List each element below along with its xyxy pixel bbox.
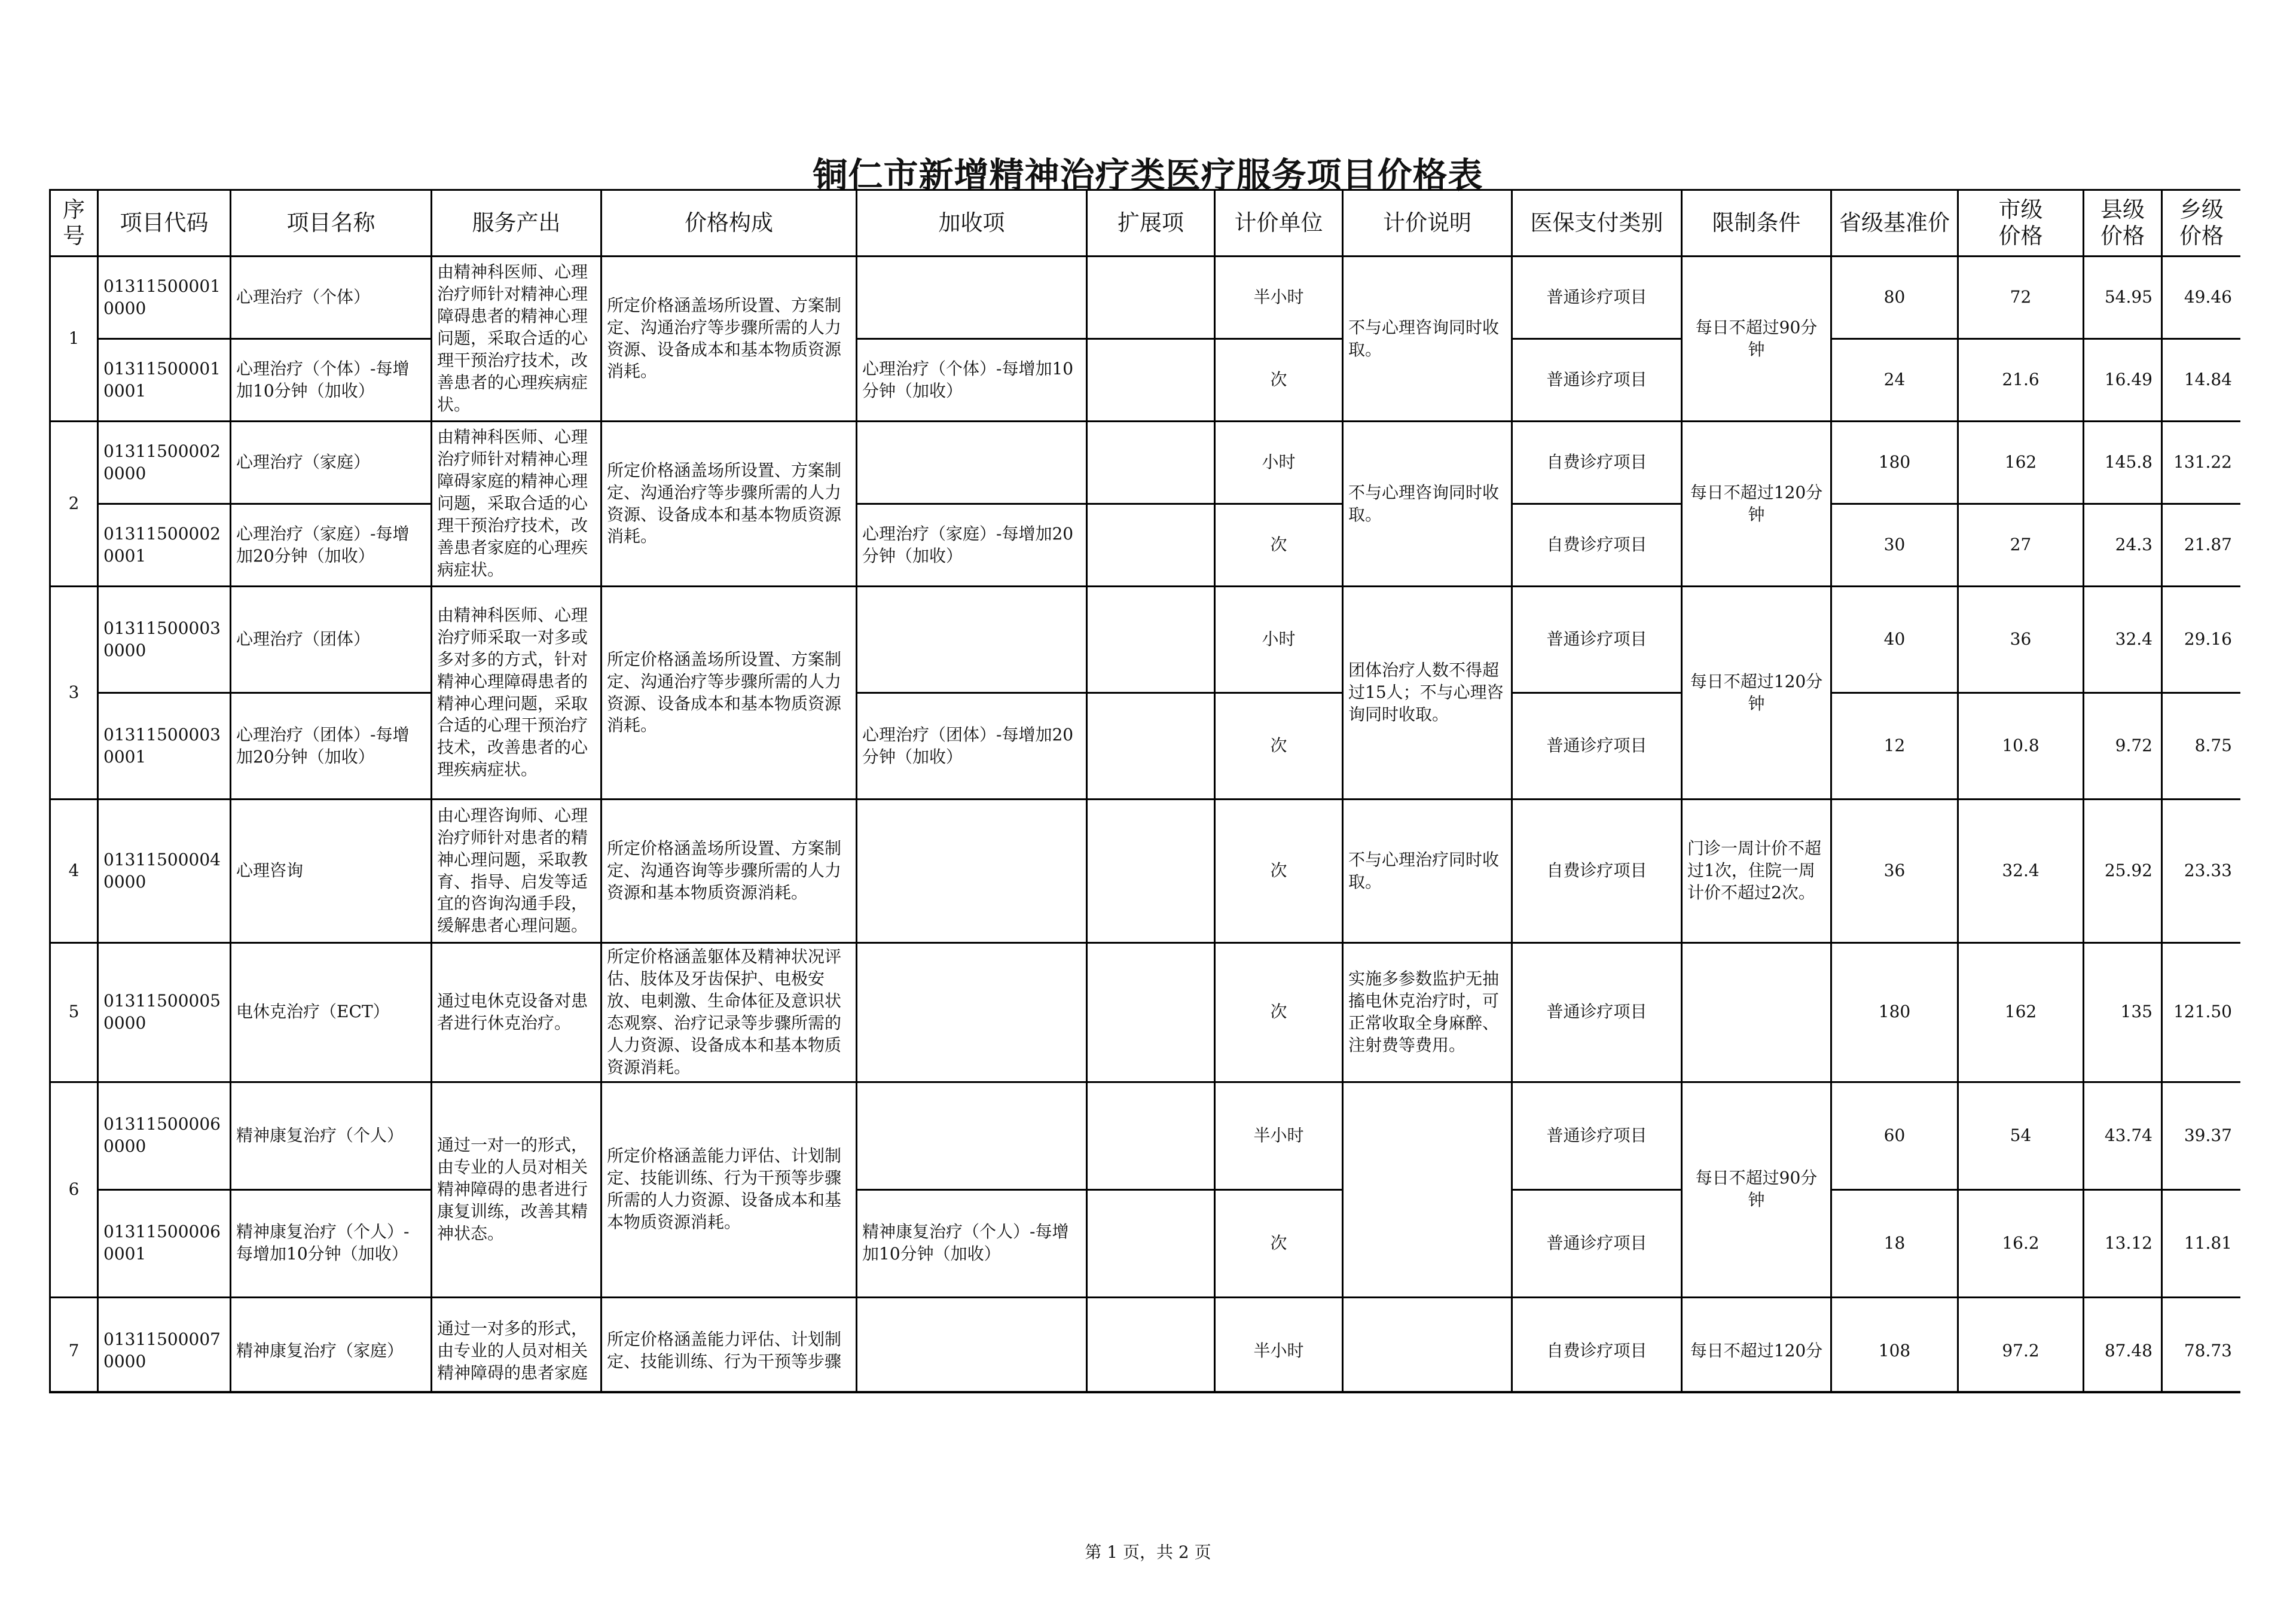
table-row	[50, 943, 2241, 1082]
output-cell: 由精神科医师、心理治疗师针对精神心理障碍患者的精神心理问题，采取合适的心理干预治疗技术，改善患者的心理疾病症状。	[432, 257, 602, 422]
extension-cell	[1087, 693, 1215, 800]
insurance-cell: 普通诊疗项目	[1512, 1082, 1682, 1189]
extension-cell	[1087, 504, 1215, 587]
pricing-note-cell: 团体治疗人数不得超过15人；不与心理咨询同时收取。	[1343, 587, 1512, 800]
composition-cell: 所定价格涵盖场所设置、方案制定、沟通咨询等步骤所需的人力资源和基本物质资源消耗。	[602, 800, 857, 943]
county-price-cell: 32.4	[2084, 587, 2162, 693]
township-price-cell: 49.46	[2162, 257, 2241, 339]
table-row	[50, 339, 2241, 422]
restriction-cell: 每日不超过90分钟	[1682, 257, 1831, 422]
insurance-cell: 自费诊疗项目	[1512, 1297, 1682, 1393]
extension-cell	[1087, 422, 1215, 504]
header-insurance: 医保支付类别	[1512, 190, 1682, 257]
code-cell: 013115000020000	[98, 422, 231, 504]
extension-cell	[1087, 1082, 1215, 1189]
table-row	[50, 1297, 2241, 1393]
code-cell: 013115000050000	[98, 943, 231, 1082]
table-row	[50, 693, 2241, 800]
city-price-cell: 10.8	[1958, 693, 2084, 800]
extension-cell	[1087, 339, 1215, 422]
unit-cell: 次	[1215, 339, 1343, 422]
surcharge-cell: 心理治疗（团体）-每增加20分钟（加收）	[857, 693, 1087, 800]
insurance-cell: 普通诊疗项目	[1512, 257, 1682, 339]
restriction-cell: 门诊一周计价不超过1次，住院一周计价不超过2次。	[1682, 800, 1831, 943]
county-price-cell: 135	[2084, 943, 2162, 1082]
surcharge-cell: 心理治疗（家庭）-每增加20分钟（加收）	[857, 504, 1087, 587]
table-row	[50, 1082, 2241, 1189]
pricing-note-cell: 不与心理咨询同时收取。	[1343, 257, 1512, 422]
surcharge-cell: 心理治疗（个体）-每增加10分钟（加收）	[857, 339, 1087, 422]
page-footer: 第 1 页，共 2 页	[1085, 1542, 1211, 1562]
code-cell: 013115000030001	[98, 693, 231, 800]
township-price-cell: 21.87	[2162, 504, 2241, 587]
page-title: 铜仁市新增精神治疗类医疗服务项目价格表	[813, 155, 1483, 196]
seq-cell: 4	[50, 800, 98, 943]
header-name: 项目名称	[231, 190, 432, 257]
header-city: 市级 价格	[1958, 190, 2084, 257]
output-cell: 通过一对多的形式，由专业的人员对相关精神障碍的患者家庭	[432, 1297, 602, 1393]
table-row	[50, 1189, 2241, 1297]
name-cell: 精神康复治疗（个人）	[231, 1082, 432, 1189]
name-cell: 精神康复治疗（个人）-每增加10分钟（加收）	[231, 1189, 432, 1297]
insurance-cell: 普通诊疗项目	[1512, 1189, 1682, 1297]
table-row	[50, 504, 2241, 587]
township-price-cell: 39.37	[2162, 1082, 2241, 1189]
provincial-price-cell: 18	[1831, 1189, 1958, 1297]
extension-cell	[1087, 1189, 1215, 1297]
seq-cell: 2	[50, 422, 98, 587]
city-price-cell: 72	[1958, 257, 2084, 339]
table-row	[50, 800, 2241, 943]
output-cell: 由精神科医师、心理治疗师采取一对多或多对多的方式，针对精神心理障碍患者的精神心理问题，采取合适的心理干预治疗技术，改善患者的心理疾病症状。	[432, 587, 602, 800]
unit-cell: 次	[1215, 1189, 1343, 1297]
unit-cell: 半小时	[1215, 1082, 1343, 1189]
composition-cell: 所定价格涵盖场所设置、方案制定、沟通治疗等步骤所需的人力资源、设备成本和基本物质资源消耗。	[602, 257, 857, 422]
name-cell: 心理治疗（团体）	[231, 587, 432, 693]
township-price-cell: 14.84	[2162, 339, 2241, 422]
name-cell: 精神康复治疗（家庭）	[231, 1297, 432, 1393]
seq-cell: 5	[50, 943, 98, 1082]
surcharge-cell	[857, 943, 1087, 1082]
insurance-cell: 自费诊疗项目	[1512, 504, 1682, 587]
name-cell: 心理治疗（个体）-每增加10分钟（加收）	[231, 339, 432, 422]
surcharge-cell	[857, 257, 1087, 339]
header-extension: 扩展项	[1087, 190, 1215, 257]
city-price-cell: 54	[1958, 1082, 2084, 1189]
header-code: 项目代码	[98, 190, 231, 257]
output-cell: 由精神科医师、心理治疗师针对精神心理障碍家庭的精神心理问题，采取合适的心理干预治疗技术，改善患者家庭的心理疾病症状。	[432, 422, 602, 587]
provincial-price-cell: 180	[1831, 422, 1958, 504]
unit-cell: 小时	[1215, 587, 1343, 693]
insurance-cell: 自费诊疗项目	[1512, 422, 1682, 504]
header-township: 乡级 价格	[2162, 190, 2241, 257]
township-price-cell: 121.50	[2162, 943, 2241, 1082]
header-unit: 计价单位	[1215, 190, 1343, 257]
county-price-cell: 24.3	[2084, 504, 2162, 587]
code-cell: 013115000010000	[98, 257, 231, 339]
city-price-cell: 97.2	[1958, 1297, 2084, 1393]
surcharge-cell: 精神康复治疗（个人）-每增加10分钟（加收）	[857, 1189, 1087, 1297]
name-cell: 心理治疗（个体）	[231, 257, 432, 339]
header-surcharge: 加收项	[857, 190, 1087, 257]
composition-cell: 所定价格涵盖场所设置、方案制定、沟通治疗等步骤所需的人力资源、设备成本和基本物质资源消耗。	[602, 587, 857, 800]
price-table	[49, 189, 2240, 1393]
code-cell: 013115000070000	[98, 1297, 231, 1393]
county-price-cell: 87.48	[2084, 1297, 2162, 1393]
output-cell: 通过电休克设备对患者进行休克治疗。	[432, 943, 602, 1082]
table-row	[50, 587, 2241, 693]
insurance-cell: 普通诊疗项目	[1512, 339, 1682, 422]
code-cell: 013115000060001	[98, 1189, 231, 1297]
pricing-note-cell	[1343, 1297, 1512, 1393]
table-row	[50, 257, 2241, 339]
city-price-cell: 27	[1958, 504, 2084, 587]
provincial-price-cell: 36	[1831, 800, 1958, 943]
pricing-note-cell: 不与心理咨询同时收取。	[1343, 422, 1512, 587]
composition-cell: 所定价格涵盖能力评估、计划制定、技能训练、行为干预等步骤	[602, 1297, 857, 1393]
city-price-cell: 162	[1958, 422, 2084, 504]
header-provincial: 省级基准价	[1831, 190, 1958, 257]
city-price-cell: 21.6	[1958, 339, 2084, 422]
county-price-cell: 43.74	[2084, 1082, 2162, 1189]
composition-cell: 所定价格涵盖场所设置、方案制定、沟通治疗等步骤所需的人力资源、设备成本和基本物质资源消耗。	[602, 422, 857, 587]
township-price-cell: 8.75	[2162, 693, 2241, 800]
provincial-price-cell: 80	[1831, 257, 1958, 339]
township-price-cell: 29.16	[2162, 587, 2241, 693]
code-cell: 013115000020001	[98, 504, 231, 587]
county-price-cell: 9.72	[2084, 693, 2162, 800]
seq-cell: 6	[50, 1082, 98, 1297]
restriction-cell: 每日不超过120分钟	[1682, 422, 1831, 587]
township-price-cell: 11.81	[2162, 1189, 2241, 1297]
composition-cell: 所定价格涵盖躯体及精神状况评估、肢体及牙齿保护、电极安放、电刺激、生命体征及意识状态观察、治疗记录等步骤所需的人力资源、设备成本和基本物质资源消耗。	[602, 943, 857, 1082]
name-cell: 心理治疗（团体）-每增加20分钟（加收）	[231, 693, 432, 800]
seq-cell: 1	[50, 257, 98, 422]
seq-cell: 3	[50, 587, 98, 800]
header-restriction: 限制条件	[1682, 190, 1831, 257]
unit-cell: 次	[1215, 943, 1343, 1082]
provincial-price-cell: 108	[1831, 1297, 1958, 1393]
county-price-cell: 25.92	[2084, 800, 2162, 943]
restriction-cell: 每日不超过120分	[1682, 1297, 1831, 1393]
restriction-cell	[1682, 943, 1831, 1082]
table-row	[50, 422, 2241, 504]
restriction-cell: 每日不超过90分钟	[1682, 1082, 1831, 1297]
table-body	[50, 257, 2241, 1394]
extension-cell	[1087, 1297, 1215, 1393]
insurance-cell: 普通诊疗项目	[1512, 943, 1682, 1082]
header-county: 县级 价格	[2084, 190, 2162, 257]
county-price-cell: 145.8	[2084, 422, 2162, 504]
unit-cell: 次	[1215, 800, 1343, 943]
header-pricing-note: 计价说明	[1343, 190, 1512, 257]
header-seq: 序 号	[50, 190, 98, 257]
city-price-cell: 36	[1958, 587, 2084, 693]
composition-cell: 所定价格涵盖能力评估、计划制定、技能训练、行为干预等步骤所需的人力资源、设备成本和基本物质资源消耗。	[602, 1082, 857, 1297]
output-cell: 由心理咨询师、心理治疗师针对患者的精神心理问题，采取教育、指导、启发等适宜的咨询沟通手段，缓解患者心理问题。	[432, 800, 602, 943]
township-price-cell: 23.33	[2162, 800, 2241, 943]
name-cell: 心理治疗（家庭）	[231, 422, 432, 504]
name-cell: 心理咨询	[231, 800, 432, 943]
code-cell: 013115000040000	[98, 800, 231, 943]
code-cell: 013115000010001	[98, 339, 231, 422]
city-price-cell: 162	[1958, 943, 2084, 1082]
surcharge-cell	[857, 1082, 1087, 1189]
provincial-price-cell: 40	[1831, 587, 1958, 693]
header-row	[50, 190, 2241, 257]
unit-cell: 小时	[1215, 422, 1343, 504]
provincial-price-cell: 180	[1831, 943, 1958, 1082]
restriction-cell: 每日不超过120分钟	[1682, 587, 1831, 800]
insurance-cell: 普通诊疗项目	[1512, 693, 1682, 800]
county-price-cell: 54.95	[2084, 257, 2162, 339]
header-output: 服务产出	[432, 190, 602, 257]
price-table-sheet	[49, 189, 2240, 1393]
township-price-cell: 131.22	[2162, 422, 2241, 504]
seq-cell: 7	[50, 1297, 98, 1393]
insurance-cell: 普通诊疗项目	[1512, 587, 1682, 693]
name-cell: 电休克治疗（ECT）	[231, 943, 432, 1082]
pricing-note-cell: 不与心理治疗同时收取。	[1343, 800, 1512, 943]
extension-cell	[1087, 800, 1215, 943]
output-cell: 通过一对一的形式，由专业的人员对相关精神障碍的患者进行康复训练，改善其精神状态。	[432, 1082, 602, 1297]
county-price-cell: 13.12	[2084, 1189, 2162, 1297]
name-cell: 心理治疗（家庭）-每增加20分钟（加收）	[231, 504, 432, 587]
county-price-cell: 16.49	[2084, 339, 2162, 422]
surcharge-cell	[857, 422, 1087, 504]
header-composition: 价格构成	[602, 190, 857, 257]
extension-cell	[1087, 587, 1215, 693]
city-price-cell: 16.2	[1958, 1189, 2084, 1297]
township-price-cell: 78.73	[2162, 1297, 2241, 1393]
provincial-price-cell: 12	[1831, 693, 1958, 800]
surcharge-cell	[857, 1297, 1087, 1393]
pricing-note-cell	[1343, 1082, 1512, 1297]
provincial-price-cell: 30	[1831, 504, 1958, 587]
provincial-price-cell: 60	[1831, 1082, 1958, 1189]
extension-cell	[1087, 257, 1215, 339]
code-cell: 013115000060000	[98, 1082, 231, 1189]
unit-cell: 次	[1215, 504, 1343, 587]
code-cell: 013115000030000	[98, 587, 231, 693]
provincial-price-cell: 24	[1831, 339, 1958, 422]
city-price-cell: 32.4	[1958, 800, 2084, 943]
surcharge-cell	[857, 800, 1087, 943]
unit-cell: 半小时	[1215, 257, 1343, 339]
insurance-cell: 自费诊疗项目	[1512, 800, 1682, 943]
surcharge-cell	[857, 587, 1087, 693]
unit-cell: 次	[1215, 693, 1343, 800]
pricing-note-cell: 实施多参数监护无抽搐电休克治疗时，可正常收取全身麻醉、注射费等费用。	[1343, 943, 1512, 1082]
unit-cell: 半小时	[1215, 1297, 1343, 1393]
extension-cell	[1087, 943, 1215, 1082]
